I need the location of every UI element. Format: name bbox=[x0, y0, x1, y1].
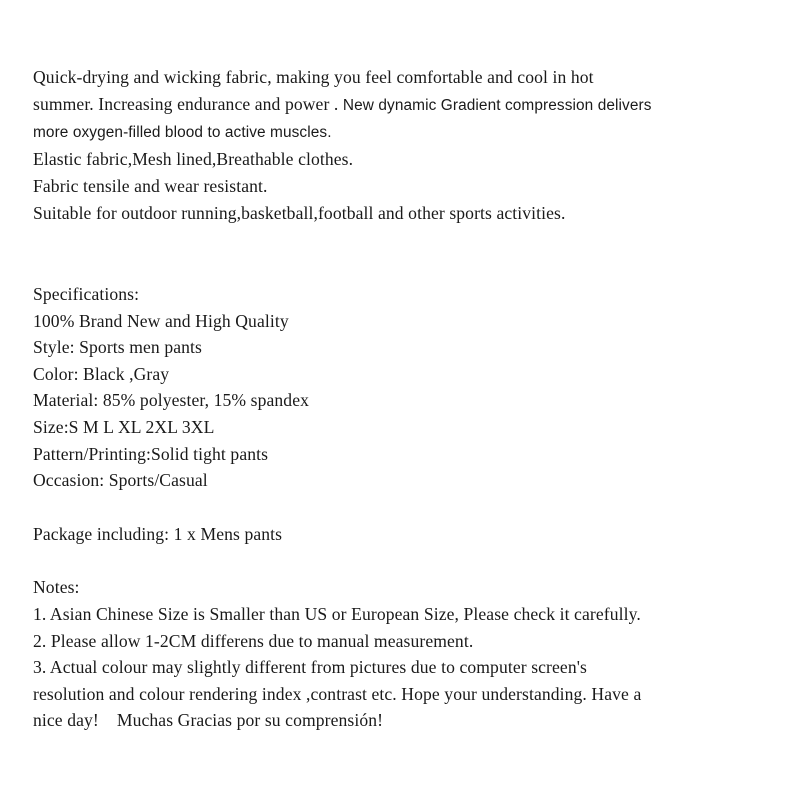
intro-line: Suitable for outdoor running,basketball,football and other sports activities. bbox=[33, 203, 566, 223]
notes-heading: Notes: bbox=[33, 577, 80, 598]
spec-item: Style: Sports men pants bbox=[33, 337, 202, 358]
note-item: 1. Asian Chinese Size is Smaller than US or European Size, Please check it carefully. bbox=[33, 603, 641, 624]
spacer bbox=[33, 494, 783, 521]
note-item: 2. Please allow 1-2CM differens due to manual measurement. bbox=[33, 630, 474, 651]
product-description bbox=[33, 64, 783, 734]
intro-line: Elastic fabric,Mesh lined,Breathable clothes. bbox=[33, 149, 354, 169]
spec-item: Occasion: Sports/Casual bbox=[33, 470, 208, 491]
intro-line: Quick-drying and wicking fabric, making you feel comfortable and cool in hot bbox=[33, 67, 594, 87]
spec-item: Material: 85% polyester, 15% spandex bbox=[33, 390, 310, 411]
specifications-heading: Specifications: bbox=[33, 284, 140, 304]
spacer bbox=[33, 547, 783, 574]
package-line: Package including: 1 x Mens pants bbox=[33, 523, 283, 544]
intro-section bbox=[33, 64, 783, 227]
intro-line bbox=[33, 91, 783, 119]
intro-line-sans-part: New dynamic Gradient compression delivers bbox=[342, 97, 652, 114]
spec-item: Color: Black ,Gray bbox=[33, 363, 170, 384]
intro-line: more oxygen-filled blood to active muscles. bbox=[33, 124, 332, 141]
intro-line: Fabric tensile and wear resistant. bbox=[33, 176, 268, 196]
spec-item: 100% Brand New and High Quality bbox=[33, 310, 289, 331]
note-item: 3. Actual colour may slightly different from pictures due to computer screen's bbox=[33, 657, 587, 678]
specifications-section bbox=[33, 281, 783, 494]
notes-section bbox=[33, 574, 783, 734]
intro-line-serif-part: summer. Increasing endurance and power . bbox=[33, 94, 343, 114]
spec-item: Pattern/Printing:Solid tight pants bbox=[33, 443, 269, 464]
note-item: nice day! Muchas Gracias por su comprensión! bbox=[33, 710, 384, 731]
note-item: resolution and colour rendering index ,contrast etc. Hope your understanding. Have a bbox=[33, 683, 642, 704]
spacer bbox=[33, 227, 783, 281]
spec-item: Size:S M L XL 2XL 3XL bbox=[33, 416, 215, 437]
